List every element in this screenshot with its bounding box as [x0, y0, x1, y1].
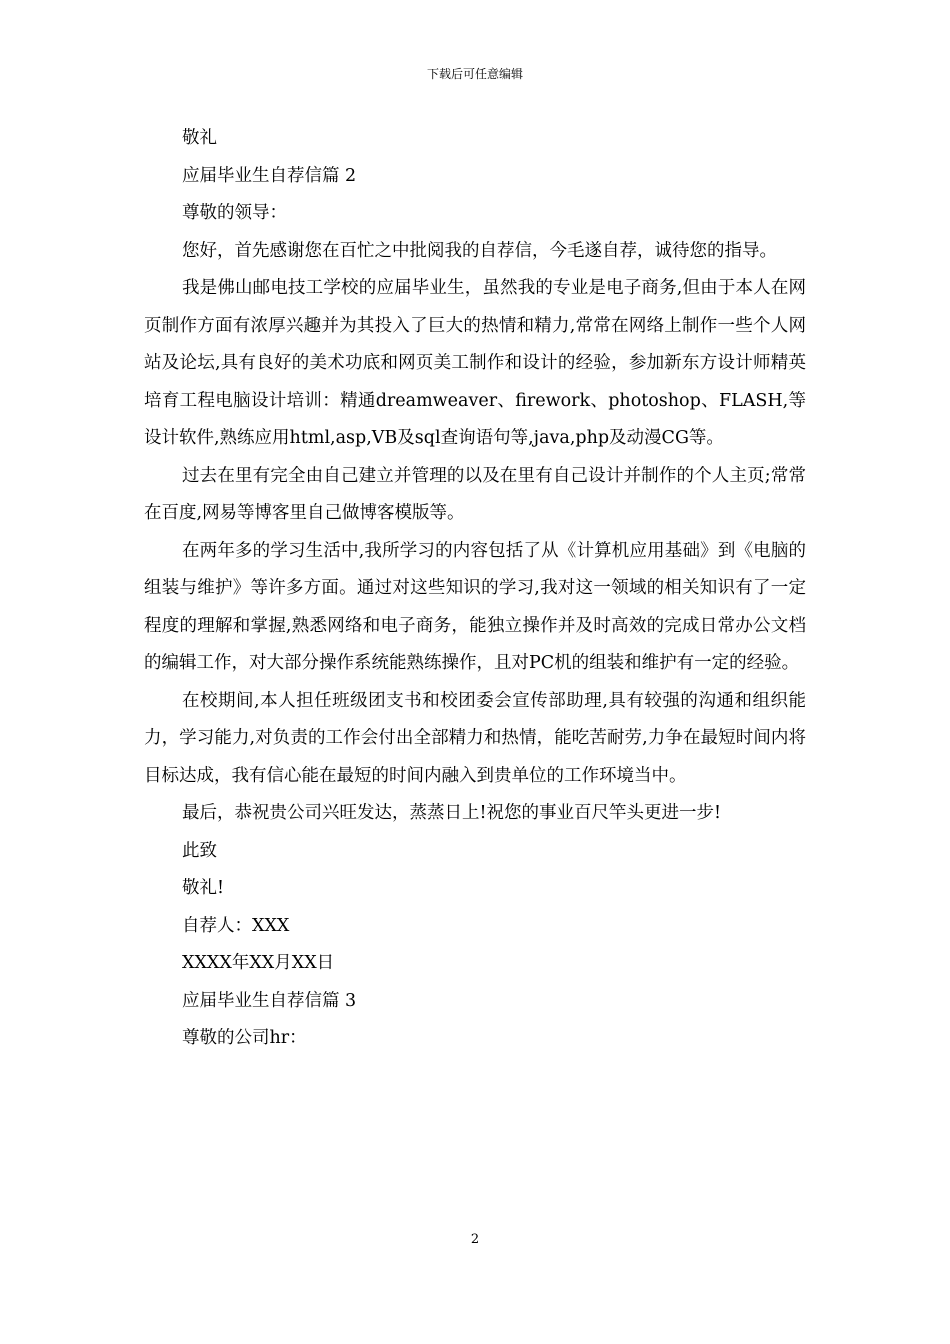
signature: 自荐人：XXX: [182, 915, 290, 936]
section-title: 应届毕业生自荐信篇 3: [182, 990, 357, 1011]
body-paragraph: 我是佛山邮电技工学校的应届毕业生，虽然我的专业是电子商务,但由于本人在网页制作方面有浓厚兴趣并为其投入了巨大的热情和精力,常常在网络上制作一些个人网站及论坛,具有良好的美术功底和网页美工制作和设计的经验，参加新东方设计师精英培育工程电脑设计培训：精通dreamweaver、firework、photoshop、FLASH,等设计软件,熟练应用html,asp,VB及sql查询语句等,java,php及动漫CG等。: [144, 278, 806, 448]
document-body: [144, 120, 806, 1058]
closing-line: 敬礼!: [182, 878, 225, 898]
body-paragraph: 在校期间,本人担任班级团支书和校团委会宣传部助理,具有较强的沟通和组织能力，学习能力,对负责的工作会付出全部精力和热情，能吃苦耐劳,力争在最短时间内将目标达成，我有信心能在最短的时间内融入到贵单位的工作环境当中。: [144, 690, 806, 786]
body-paragraph: 最后，恭祝贵公司兴旺发达，蒸蒸日上!祝您的事业百尺竿头更进一步!: [182, 803, 722, 823]
date-line: XXXX年XX月XX日: [182, 953, 335, 973]
salutation: 尊敬的领导：: [182, 203, 287, 223]
closing-line: 此致: [182, 840, 217, 861]
body-paragraph: 过去在里有完全由自己建立并管理的以及在里有自己设计并制作的个人主页;常常在百度,网易等博客里自己做博客模版等。: [144, 465, 806, 523]
closing-line: 敬礼: [182, 128, 217, 148]
salutation: 尊敬的公司hr：: [182, 1028, 307, 1048]
page-number: 2: [470, 1232, 480, 1247]
section-title: 应届毕业生自荐信篇 2: [182, 165, 357, 186]
body-paragraph: 在两年多的学习生活中,我所学习的内容包括了从《计算机应用基础》到《电脑的组装与维护》等许多方面。通过对这些知识的学习,我对这一领域的相关知识有了一定程度的理解和掌握,熟悉网络和电子商务，能独立操作并及时高效的完成日常办公文档的编辑工作，对大部分操作系统能熟练操作，且对PC机的组装和维护有一定的经验。: [144, 540, 806, 673]
body-paragraph: 您好，首先感谢您在百忙之中批阅我的自荐信，今毛遂自荐，诚待您的指导。: [182, 240, 777, 261]
page-header-note: 下载后可任意编辑: [426, 67, 523, 81]
